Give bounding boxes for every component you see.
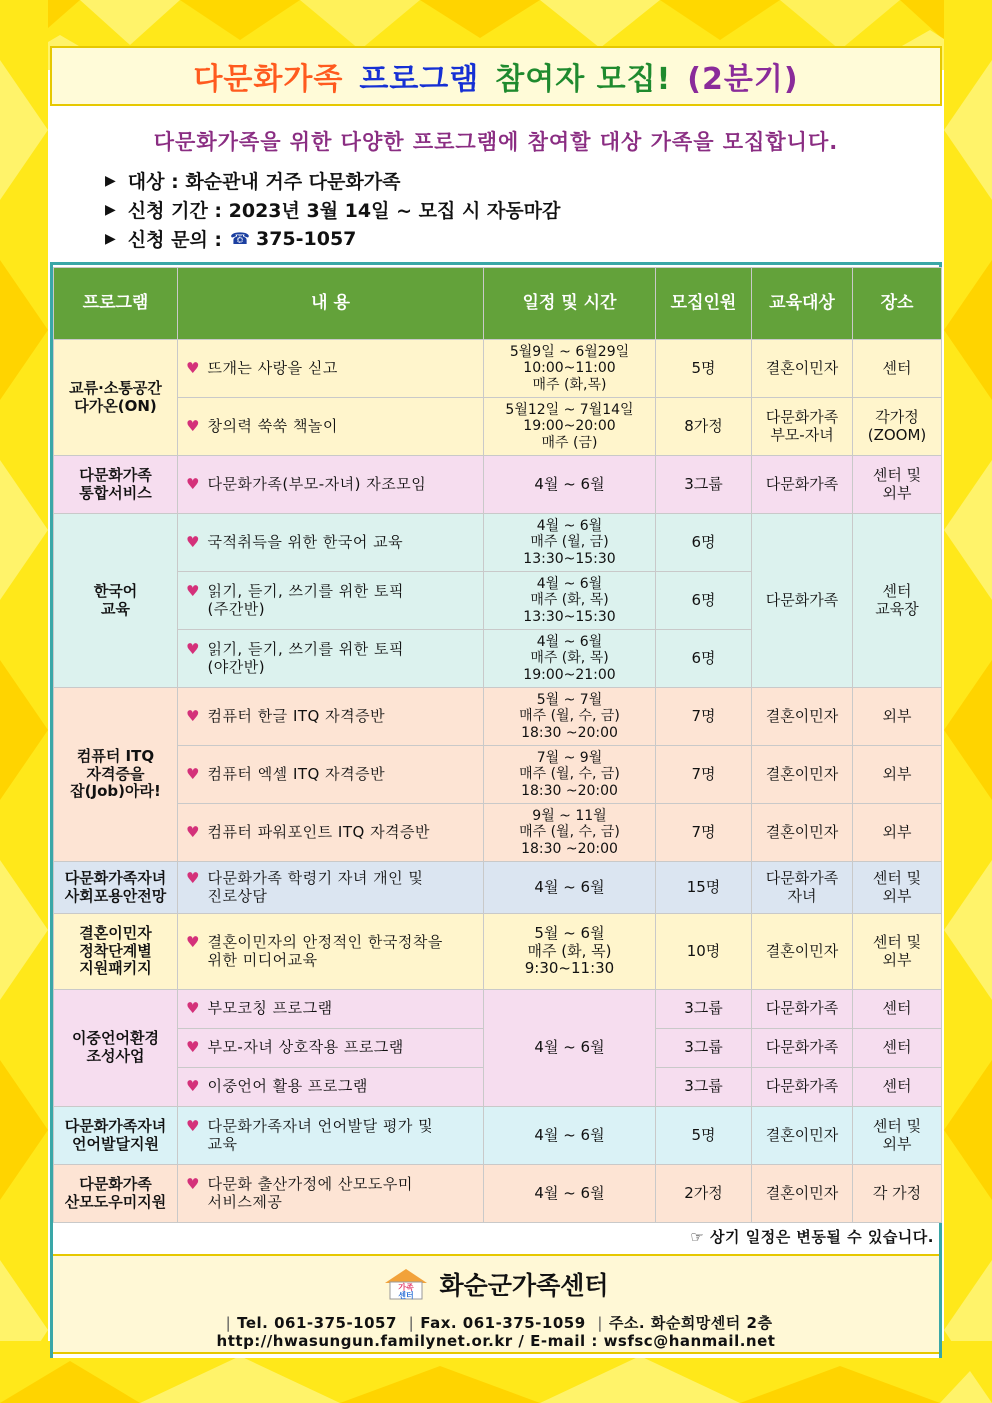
target-cell: 다문화가족	[752, 1029, 853, 1068]
content-text: 읽기, 듣기, 쓰기를 위한 토픽 (주간반)	[207, 581, 404, 618]
program-name: 교류·소통공간 다가온(ON)	[69, 378, 162, 415]
count-cell: 5명	[656, 1107, 752, 1165]
place-cell	[853, 514, 942, 688]
decorative-frame-left	[0, 0, 48, 1403]
target-cell	[752, 398, 853, 456]
schedule-text: 5월 ~ 7월 매주 (월, 수, 금) 18:30 ~20:00	[519, 691, 620, 741]
target-text: 다문화가족 부모-자녀	[765, 407, 839, 444]
target-cell: 결혼이민자	[752, 914, 853, 990]
schedule-text: 9월 ~ 11월 매주 (월, 수, 금) 18:30 ~20:00	[519, 807, 620, 857]
schedule-text: 7월 ~ 9월 매주 (월, 수, 금) 18:30 ~20:00	[519, 749, 620, 799]
count-cell: 6명	[656, 572, 752, 630]
place-cell: 외부	[853, 804, 942, 862]
decorative-frame-right	[944, 0, 992, 1403]
info-target	[105, 166, 560, 195]
heart-icon: ♥	[186, 581, 200, 600]
subtitle: 다문화가족을 위한 다양한 프로그램에 참여할 대상 가족을 모집합니다.	[153, 130, 839, 154]
program-cell	[54, 862, 178, 914]
place-cell: 외부	[853, 688, 942, 746]
header-place: 장소	[853, 268, 942, 340]
table-row	[54, 1165, 942, 1223]
heart-icon: ♥	[186, 932, 200, 951]
heart-icon: ♥	[186, 1077, 200, 1096]
program-name: 다문화가족 통합서비스	[79, 465, 152, 502]
house-logo-icon	[383, 1267, 429, 1301]
count-cell: 3그룹	[656, 1029, 752, 1068]
target-cell	[752, 514, 853, 688]
schedule-cell	[484, 340, 656, 398]
triangle-right-icon: ▶	[105, 172, 116, 189]
place-cell: 센터	[853, 990, 942, 1029]
logo-text-line2: 센터	[398, 1291, 415, 1300]
target-cell: 다문화가족	[752, 990, 853, 1029]
count-cell: 10명	[656, 914, 752, 990]
content-cell	[178, 1029, 484, 1068]
table-row	[54, 862, 942, 914]
schedule-cell	[484, 862, 656, 914]
schedule-cell	[484, 630, 656, 688]
place-cell	[853, 456, 942, 514]
schedule-text: 4월 ~ 6월 매주 (월, 금) 13:30~15:30	[523, 517, 616, 567]
target-cell	[752, 340, 853, 398]
program-cell	[54, 456, 178, 514]
program-cell	[54, 1107, 178, 1165]
program-name: 결혼이민자 정착단계별 지원패키지	[79, 923, 152, 978]
content-cell	[178, 514, 484, 572]
place-cell	[853, 914, 942, 990]
target-cell	[752, 456, 853, 514]
count-cell: 6명	[656, 630, 752, 688]
count-cell: 7명	[656, 688, 752, 746]
program-name: 다문화가족자녀 언어발달지원	[64, 1116, 167, 1153]
program-name: 컴퓨터 ITQ 자격증을 잡(Job)아라!	[70, 746, 161, 801]
info-period-text: 신청 기간 : 2023년 3월 14일 ~ 모집 시 자동마감	[127, 200, 561, 222]
place-cell: 각 가정	[853, 1165, 942, 1223]
target-cell: 다문화가족	[752, 1068, 853, 1107]
heart-icon: ♥	[186, 999, 200, 1018]
content-cell	[178, 914, 484, 990]
content-text: 결혼이민자의 안정적인 한국정착을 위한 미디어교육	[207, 932, 443, 969]
program-cell	[54, 990, 178, 1107]
heart-icon: ♥	[186, 532, 200, 551]
triangle-right-icon: ▶	[105, 201, 116, 218]
table-row	[54, 340, 942, 398]
footer	[53, 1254, 939, 1354]
heart-icon: ♥	[186, 822, 200, 841]
content-cell	[178, 340, 484, 398]
content-cell	[178, 572, 484, 630]
schedule-text: 5월12일 ~ 7월14일 19:00~20:00 매주 (금)	[505, 401, 634, 451]
schedule-text: 5월 ~ 6월 매주 (화, 목) 9:30~11:30	[524, 923, 615, 978]
content-cell	[178, 1165, 484, 1223]
info-phone: 375-1057	[255, 227, 357, 250]
program-table-container	[50, 262, 942, 1358]
schedule-cell: 4월 ~ 6월	[484, 1107, 656, 1165]
place-cell: 센터	[853, 1029, 942, 1068]
content-text: 다문화가족 학령기 자녀 개인 및 진로상담	[207, 868, 424, 905]
schedule-cell: 4월 ~ 6월	[484, 1165, 656, 1223]
footer-center-name	[53, 1266, 939, 1302]
count-cell: 8가정	[656, 398, 752, 456]
footer-fax: Fax. 061-375-1059	[420, 1314, 586, 1332]
info-contact	[105, 224, 560, 253]
logo-text-line1: 가족	[398, 1283, 415, 1292]
content-cell	[178, 804, 484, 862]
content-text: 다문화가족자녀 언어발달 평가 및 교육	[207, 1116, 434, 1153]
content-text: 다문화가족(부모-자녀) 자조모임	[207, 474, 427, 493]
content-text: 컴퓨터 한글 ITQ 자격증반	[207, 706, 386, 725]
program-cell	[54, 514, 178, 688]
place-text: 각가정 (ZOOM)	[867, 407, 927, 444]
content-cell	[178, 456, 484, 514]
content-text: 창의력 쑥쑥 책놀이	[207, 416, 338, 435]
table-row	[54, 688, 942, 746]
place-text: 센터 교육장	[875, 581, 919, 618]
schedule-change-note: ☞ 상기 일정은 변동될 수 있습니다.	[690, 1228, 934, 1246]
heart-icon: ♥	[186, 706, 200, 725]
schedule-cell	[484, 746, 656, 804]
table-row	[54, 456, 942, 514]
target-cell: 결혼이민자	[752, 746, 853, 804]
info-section	[105, 166, 560, 253]
content-text: 다문화 출산가정에 산모도우미 서비스제공	[207, 1174, 413, 1211]
schedule-cell	[484, 804, 656, 862]
footer-address: 주소. 화순희망센터 2층	[608, 1314, 773, 1332]
content-cell	[178, 1107, 484, 1165]
place-text: 센터 및 외부	[872, 1116, 922, 1153]
schedule-cell	[484, 456, 656, 514]
content-cell	[178, 990, 484, 1029]
table-row	[54, 746, 942, 804]
heart-icon: ♥	[186, 639, 200, 658]
count-cell: 3그룹	[656, 990, 752, 1029]
program-name: 한국어 교육	[93, 581, 138, 618]
count-cell: 3그룹	[656, 456, 752, 514]
heart-icon: ♥	[186, 868, 200, 887]
content-text: 컴퓨터 엑셀 ITQ 자격증반	[207, 764, 386, 783]
footer-web-email: http://hwasungun.familynet.or.kr / E-mail : wsfsc@hanmail.net	[216, 1332, 776, 1350]
footer-contact-line: | Tel. 061-375-1057 | Fax. 061-375-1059 | 주소. 화순희망센터 2층	[225, 1314, 773, 1332]
page-title	[50, 46, 942, 106]
title-part-2: 프로그램	[359, 62, 480, 97]
schedule-cell	[484, 398, 656, 456]
program-cell	[54, 688, 178, 862]
count-cell: 3그룹	[656, 1068, 752, 1107]
schedule-text: 4월 ~ 6월	[534, 474, 605, 493]
program-cell	[54, 1165, 178, 1223]
center-name-text: 화순군가족센터	[439, 1271, 609, 1300]
program-name: 다문화가족 산모도우미지원	[64, 1174, 167, 1211]
title-part-1: 다문화가족	[193, 62, 344, 97]
table-row	[54, 398, 942, 456]
table-header-row	[54, 268, 942, 340]
content-text: 부모-자녀 상호작용 프로그램	[207, 1038, 404, 1057]
content-cell	[178, 1068, 484, 1107]
schedule-cell	[484, 572, 656, 630]
content-cell	[178, 746, 484, 804]
heart-icon: ♥	[186, 358, 200, 377]
place-cell	[853, 398, 942, 456]
place-text: 센터 및 외부	[872, 868, 922, 905]
place-cell: 외부	[853, 746, 942, 804]
place-cell: 센터	[853, 1068, 942, 1107]
place-cell	[853, 1107, 942, 1165]
table-row	[54, 914, 942, 990]
place-text: 센터 및 외부	[872, 932, 922, 969]
content-text: 부모코칭 프로그램	[207, 999, 333, 1018]
table-row	[54, 804, 942, 862]
count-cell: 7명	[656, 804, 752, 862]
target-cell: 결혼이민자	[752, 1107, 853, 1165]
program-name: 다문화가족자녀 사회포용안전망	[64, 868, 167, 905]
content-text: 컴퓨터 파워포인트 ITQ 자격증반	[207, 822, 431, 841]
target-cell: 결혼이민자	[752, 804, 853, 862]
schedule-text: 5월9일 ~ 6월29일 10:00~11:00 매주 (화,목)	[509, 343, 630, 393]
place-text: 센터	[882, 358, 912, 377]
schedule-cell	[484, 514, 656, 572]
table-row	[54, 990, 942, 1029]
heart-icon: ♥	[186, 1174, 200, 1193]
schedule-cell	[484, 990, 656, 1107]
schedule-cell	[484, 688, 656, 746]
content-text: 국적취득을 위한 한국어 교육	[207, 532, 404, 551]
target-cell: 결혼이민자	[752, 1165, 853, 1223]
count-cell: 7명	[656, 746, 752, 804]
header-schedule: 일정 및 시간	[484, 268, 656, 340]
table-row	[54, 514, 942, 572]
info-target-text: 대상 : 화순관내 거주 다문화가족	[127, 171, 401, 193]
content-cell	[178, 398, 484, 456]
table-row	[54, 1107, 942, 1165]
target-text: 다문화가족 자녀	[765, 868, 839, 905]
program-table	[53, 267, 942, 1223]
schedule-cell	[484, 914, 656, 990]
header-target: 교육대상	[752, 268, 853, 340]
heart-icon: ♥	[186, 1038, 200, 1057]
header-content: 내 용	[178, 268, 484, 340]
content-text: 뜨개는 사랑을 싣고	[207, 358, 338, 377]
schedule-text: 4월 ~ 6월 매주 (화, 목) 19:00~21:00	[523, 633, 616, 683]
content-cell	[178, 688, 484, 746]
target-cell: 결혼이민자	[752, 688, 853, 746]
info-contact-label: 신청 문의 :	[127, 229, 223, 251]
schedule-text: 4월 ~ 6월	[534, 877, 605, 896]
count-cell: 15명	[656, 862, 752, 914]
title-part-4: (2분기)	[687, 62, 799, 97]
target-text: 결혼이민자	[765, 358, 839, 377]
title-part-3: 참여자 모집!	[495, 62, 672, 97]
header-program: 프로그램	[54, 268, 178, 340]
target-text: 다문화가족	[765, 590, 839, 609]
footer-tel: Tel. 061-375-1057	[237, 1314, 397, 1332]
target-text: 다문화가족	[765, 474, 839, 493]
heart-icon: ♥	[186, 474, 200, 493]
header-count: 모집인원	[656, 268, 752, 340]
heart-icon: ♥	[186, 764, 200, 783]
target-cell	[752, 862, 853, 914]
program-cell	[54, 914, 178, 990]
program-name: 이중언어환경 조성사업	[72, 1029, 159, 1065]
program-cell	[54, 340, 178, 456]
count-cell: 2가정	[656, 1165, 752, 1223]
triangle-right-icon: ▶	[105, 230, 116, 247]
heart-icon: ♥	[186, 416, 200, 435]
count-cell: 5명	[656, 340, 752, 398]
content-text: 읽기, 듣기, 쓰기를 위한 토픽 (야간반)	[207, 639, 404, 676]
schedule-text: 4월 ~ 6월 매주 (화, 목) 13:30~15:30	[523, 575, 616, 625]
schedule-text: 4월 ~ 6월	[534, 1038, 605, 1057]
count-cell: 6명	[656, 514, 752, 572]
place-cell	[853, 862, 942, 914]
place-text: 센터 및 외부	[872, 465, 922, 502]
telephone-icon: ☎	[230, 229, 250, 248]
place-cell	[853, 340, 942, 398]
content-cell	[178, 862, 484, 914]
content-cell	[178, 630, 484, 688]
heart-icon: ♥	[186, 1116, 200, 1135]
content-text: 이중언어 활용 프로그램	[207, 1077, 368, 1096]
info-period	[105, 195, 560, 224]
